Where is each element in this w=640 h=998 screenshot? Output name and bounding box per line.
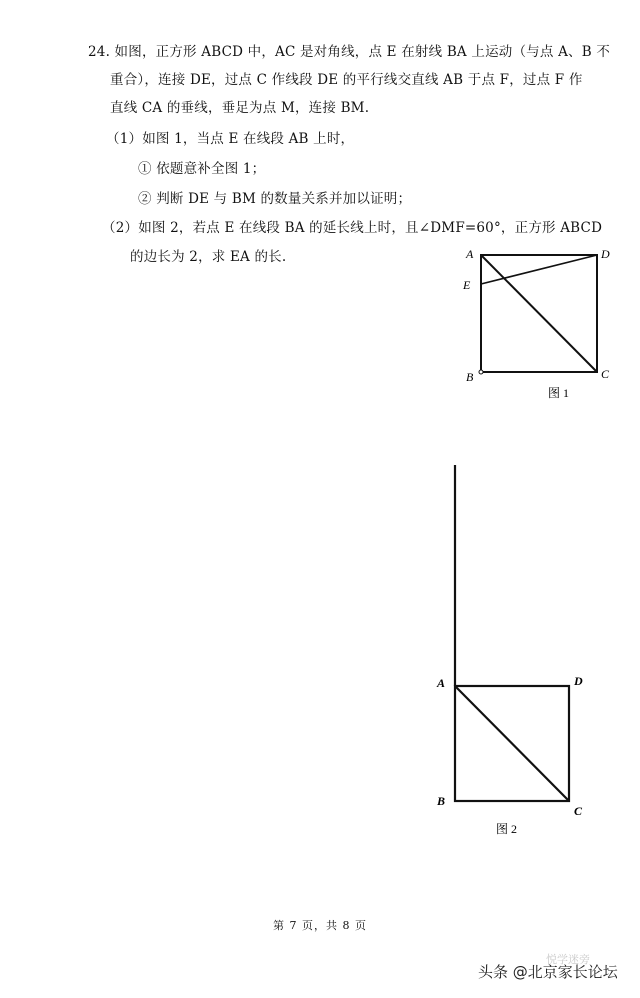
figure-2-label-b: B: [437, 794, 446, 808]
part-2-line-2: 的边长为 2，求 EA 的长.: [130, 249, 287, 265]
watermark-faint: 悦学迷旁: [546, 953, 590, 966]
figure-1-diagonal-ac: [481, 255, 597, 372]
figure-1: [462, 247, 610, 400]
figure-1-label-a: A: [466, 247, 474, 261]
problem-line-3: 直线 CA 的垂线，垂足为点 M，连接 BM.: [110, 100, 370, 116]
part-2-line-1: （2）如图 2，若点 E 在线段 BA 的延长线上时，且∠DMF=60°，正方形 ABCD: [102, 220, 603, 236]
problem-line-1: 24. 如图，正方形 ABCD 中，AC 是对角线，点 E 在射线 BA 上运动（与点 A、B 不: [88, 44, 611, 60]
figure-1-label-c: C: [601, 367, 610, 381]
figure-1-label-b: B: [466, 370, 474, 384]
figure-2: [436, 465, 583, 836]
figure-1-label-e: E: [463, 278, 471, 292]
figure-2-label-d: D: [574, 674, 583, 688]
watermark: 头条 @北京家长论坛: [478, 963, 618, 981]
figure-2-label-a: A: [437, 676, 446, 690]
figure-2-diagonal-ac: [455, 686, 569, 801]
subquestion-1: ① 依题意补全图 1；: [138, 161, 266, 177]
problem-line-2: 重合），连接 DE，过点 C 作线段 DE 的平行线交直线 AB 于点 F，过点 F 作: [110, 72, 583, 88]
subquestion-2: ② 判断 DE 与 BM 的数量关系并加以证明；: [138, 191, 412, 207]
figure-2-caption: 图 2: [496, 822, 518, 836]
page-footer: 第 7 页，共 8 页: [273, 919, 367, 932]
figure-1-point-b: [479, 370, 483, 374]
figure-1-segment-de: [481, 255, 597, 284]
figure-1-label-d: D: [601, 247, 610, 261]
part-1-heading: （1）如图 1，当点 E 在线段 AB 上时，: [106, 131, 355, 147]
figure-1-caption: 图 1: [548, 386, 570, 400]
figure-2-label-c: C: [574, 804, 583, 818]
